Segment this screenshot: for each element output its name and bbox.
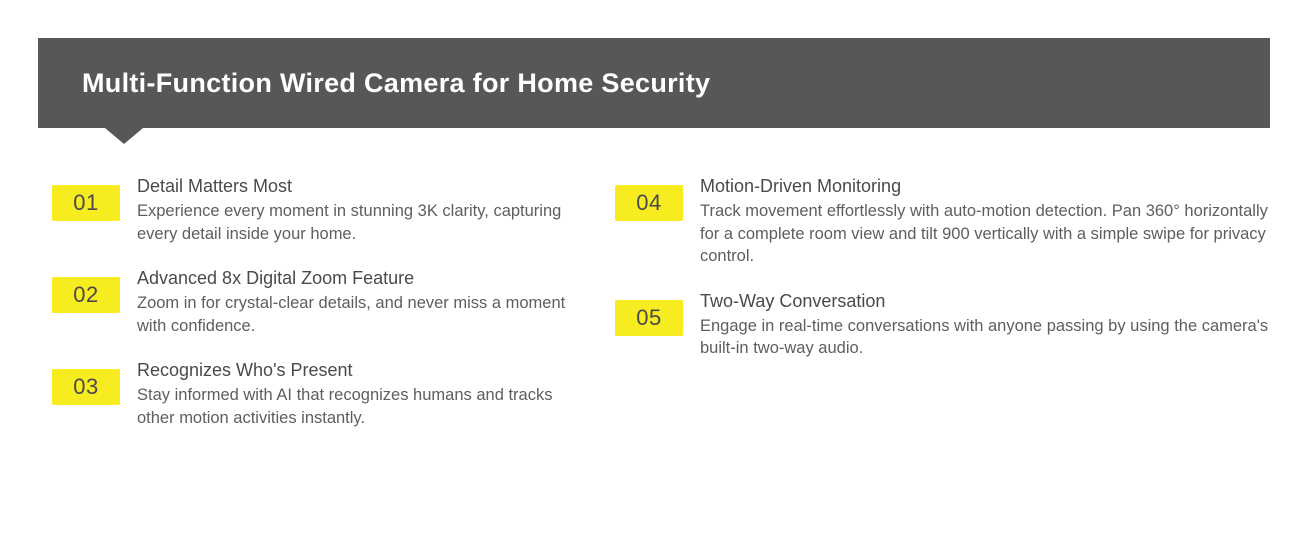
feature-description: Experience every moment in stunning 3K clarity, capturing every detail inside your home.: [137, 202, 562, 243]
feature-title: Recognizes Who's Present: [137, 360, 353, 380]
feature-description: Engage in real-time conversations with anyone passing by using the camera's built-in two-way audio.: [700, 316, 1269, 357]
feature-columns: [0, 175, 1307, 451]
feature-title: Advanced 8x Digital Zoom Feature: [137, 268, 415, 288]
feature-text: [683, 175, 1280, 268]
feature-number-badge: 01: [52, 185, 120, 221]
feature-number-badge: 02: [52, 277, 120, 313]
feature-text: [120, 267, 567, 337]
feature-number-badge: 04: [615, 185, 683, 221]
feature-item: [52, 359, 615, 429]
feature-title: Two-Way Conversation: [700, 290, 886, 311]
feature-number-badge: 05: [615, 300, 683, 336]
feature-text: [120, 175, 567, 245]
header-banner: [38, 38, 1270, 128]
feature-column-right: [615, 175, 1307, 451]
feature-item: [52, 267, 615, 337]
feature-description: Zoom in for crystal-clear details, and never miss a moment with confidence.: [137, 294, 566, 335]
feature-column-left: [0, 175, 615, 451]
page-title: Multi-Function Wired Camera for Home Security: [82, 67, 711, 98]
feature-title: Motion-Driven Monitoring: [700, 176, 902, 196]
feature-item: [615, 175, 1307, 268]
banner-notch-decoration: [105, 128, 143, 144]
feature-item: [52, 175, 615, 245]
feature-number-badge: 03: [52, 369, 120, 405]
feature-text: [120, 359, 567, 429]
feature-title: Detail Matters Most: [137, 176, 293, 196]
feature-text: [683, 290, 1280, 360]
feature-item: [615, 290, 1307, 360]
feature-description: Track movement effortlessly with auto-motion detection. Pan 360° horizontally for a complete room view and tilt 900 vertically with a simple swipe for privacy control.: [700, 202, 1268, 265]
feature-description: Stay informed with AI that recognizes humans and tracks other motion activities instantly.: [137, 386, 553, 427]
